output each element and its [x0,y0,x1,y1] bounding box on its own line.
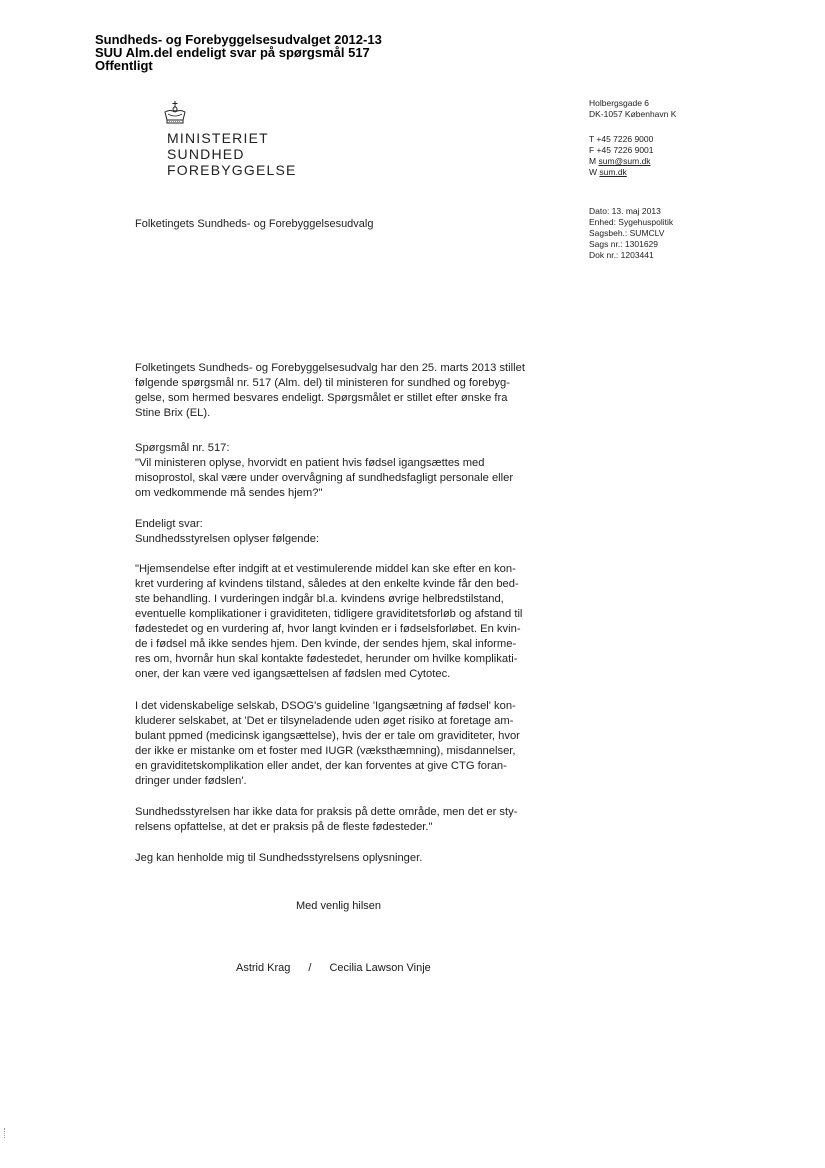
header-committee: Sundheds- og Forebyggelsesudvalget 2012-13 [95,32,382,47]
meta-caseworker: Sagsbeh.: SUMCLV [589,228,665,238]
text-line: I det videnskabelige selskab, DSOG's guideline 'Igangsætning af fødsel' kon- [135,700,516,712]
signer-separator: / [308,962,312,974]
text-line: om vedkommende må sendes hjem?" [135,487,323,499]
signer-official: Cecilia Lawson Vinje [329,962,431,974]
text-line: relsens opfattelse, at det er praksis på de fleste fødesteder." [135,821,433,833]
text-line: "Vil ministeren oplyse, hvorvidt en patient hvis fødsel igangsættes med [135,457,485,469]
signer-minister: Astrid Krag [236,962,291,974]
text-line: Jeg kan henholde mig til Sundhedsstyrelsens oplysninger. [135,852,423,864]
contact-phone: T +45 7226 9000 [589,134,654,144]
text-line: Sundhedsstyrelsen har ikke data for praksis på dette område, men det er sty- [135,806,518,818]
meta-date: Dato: 13. maj 2013 [589,206,661,216]
text-line: oner, der kan være ved igangsættelsen af fødslen med Cytotec. [135,668,451,680]
text-line: kret vurdering af kvindens tilstand, således at den enkelte kvinde får den bed- [135,578,519,590]
scan-margin-mark [4,1128,8,1138]
closing-greeting: Med venlig hilsen [296,900,381,912]
contact-mail [589,156,654,167]
recipient: Folketingets Sundheds- og Forebyggelsesudvalg [135,218,374,230]
answer-paragraph-1 [135,562,555,682]
text-line: Folketingets Sundheds- og Forebyggelsesudvalg har den 25. marts 2013 stillet [135,362,525,374]
text-line: en graviditetskomplikation eller andet, der kan forventes at give CTG foran- [135,760,507,772]
document-header [95,33,382,72]
answer-heading [135,517,555,547]
text-line: der ikke er mistanke om et foster med IUGR (væksthæmning), misdannelser, [135,745,516,757]
logo-wordmark [167,130,297,178]
address-street: Holbergsgade 6 [589,98,650,108]
text-line: kluderer selskabet, at 'Det er tilsyneladende uden øget risiko at foretage am- [135,715,514,727]
ministry-logo [150,100,330,180]
case-meta-block [589,206,673,261]
text-line: dringer under fødslen'. [135,775,247,787]
answer-paragraph-4 [135,851,555,866]
text-line: ste behandling. I vurderingen indgår bl.a. kvindens øvrige helbredstilstand, [135,593,504,605]
text-line: Sundhedsstyrelsen oplyser følgende: [135,533,320,545]
logo-line-ministeriet: MINISTERIET [167,130,269,146]
text-line: "Hjemsendelse efter indgift at et vestimulerende middel kan ske efter en kon- [135,563,516,575]
signature-block [236,962,431,974]
logo-line-sundhed: SUNDHED [167,146,245,162]
text-line: bulant ppmed (medicinsk igangsættelse), hvis der er tale om graviditeter, hvor [135,730,520,742]
web-prefix: W [589,167,598,177]
text-line: eventuelle komplikationer i graviditeten, tidligere graviditetsforløb og afstand til [135,608,523,620]
text-line: Stine Brix (EL). [135,407,211,419]
header-reference: SUU Alm.del endeligt svar på spørgsmål 517 [95,45,370,60]
meta-doc-number: Dok nr.: 1203441 [589,250,654,260]
mail-link[interactable]: sum@sum.dk [598,156,651,166]
text-line: misoprostol, skal være under overvågning af sundhedsfagligt personale eller [135,472,514,484]
text-line: følgende spørgsmål nr. 517 (Alm. del) til ministeren for sundhed og forebyg- [135,377,510,389]
crown-icon [162,100,188,128]
logo-line-forebyggelse: FOREBYGGELSE [167,162,297,178]
text-line: fødestedet og en vurdering af, hvor langt kvinden er i fødselsforløbet. En kvin- [135,623,521,635]
contact-block [589,134,654,178]
meta-unit: Enhed: Sygehuspolitik [589,217,674,227]
answer-paragraph-3 [135,805,555,835]
meta-case-number: Sags nr.: 1301629 [589,239,659,249]
header-status: Offentligt [95,58,153,73]
contact-fax: F +45 7226 9001 [589,145,654,155]
address-block [589,98,676,120]
mail-prefix: M [589,156,597,166]
answer-paragraph-2 [135,699,555,789]
text-line: gelse, som hermed besvares endeligt. Spørgsmålet er stillet efter ønske fra [135,392,508,404]
answer-label: Endeligt svar: [135,518,203,530]
question-label: Spørgsmål nr. 517: [135,442,230,454]
web-link[interactable]: sum.dk [599,167,627,177]
intro-paragraph [135,361,555,421]
question-paragraph [135,441,555,501]
address-city: DK-1057 København K [589,109,677,119]
text-line: res om, hvornår hun skal kontakte fødestedet, herunder om hvilke komplikati- [135,653,518,665]
contact-web [589,167,654,178]
text-line: de i fødsel må ikke sendes hjem. Den kvinde, der sendes hjem, skal informe- [135,638,517,650]
